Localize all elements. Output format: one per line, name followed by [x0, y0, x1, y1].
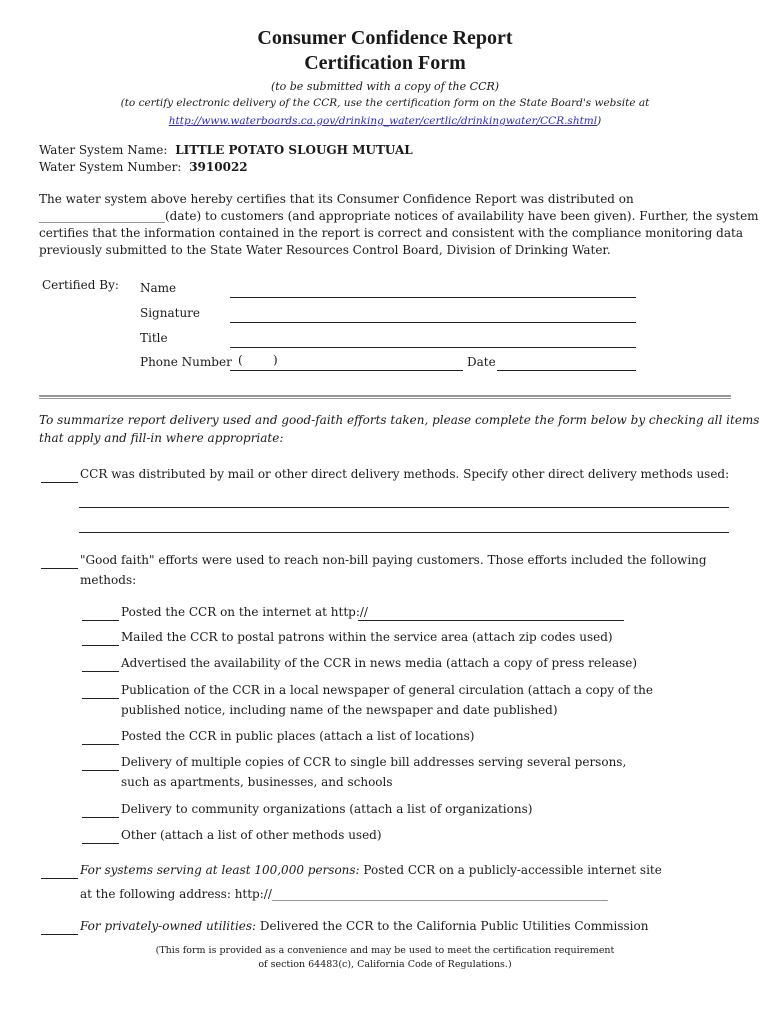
date-label: Date [467, 355, 496, 369]
publication-check-blank[interactable] [82, 698, 119, 699]
instructions-line2: that apply and fill-in where appropriate: [39, 431, 284, 445]
other-methods-line1[interactable] [79, 507, 729, 508]
large-systems-check-blank[interactable] [41, 878, 78, 879]
other-text: Other (attach a list of other methods used) [121, 828, 382, 842]
large-systems-rest: Posted CCR on a publicly-accessible internet site [359, 863, 662, 877]
advertised-text: Advertised the availability of the CCR in news media (attach a copy of press release) [121, 656, 638, 670]
phone-field[interactable] [230, 370, 463, 371]
good-faith-check-blank[interactable] [41, 568, 78, 569]
water-system-number-row [39, 160, 248, 174]
name-label: Name [140, 281, 177, 295]
publication-text-line1: Publication of the CCR in a local newspaper of general circulation (attach a copy of the [121, 683, 654, 697]
good-faith-text-line1: "Good faith" efforts were used to reach non-bill paying customers. Those efforts included the following [80, 553, 707, 567]
cert-paragraph-line4: previously submitted to the State Water Resources Control Board, Division of Drinking Water. [39, 243, 611, 257]
community-text: Delivery to community organizations (attach a list of organizations) [121, 802, 533, 816]
footer-line1: (This form is provided as a convenience and may be used to meet the certification requirement [155, 945, 615, 956]
water-system-name-label: Water System Name: [39, 143, 168, 157]
phone-paren-close: ) [273, 353, 278, 367]
footer-line2: of section 64483(c), California Code of Regulations.) [258, 959, 512, 970]
publication-text-line2: published notice, including name of the newspaper and date published) [121, 703, 558, 717]
certified-by-label: Certified By: [42, 278, 119, 292]
electronic-link-row [0, 113, 770, 127]
title-label: Title [140, 331, 168, 345]
other-check-blank[interactable] [82, 843, 119, 844]
internet-url-field[interactable] [358, 620, 624, 621]
signature-label: Signature [140, 306, 201, 320]
water-system-number-value: 3910022 [189, 160, 248, 174]
private-utilities-check-blank[interactable] [41, 934, 78, 935]
water-system-number-label: Water System Number: [39, 160, 182, 174]
electronic-note-close: ) [597, 115, 602, 127]
signature-field[interactable] [230, 322, 636, 323]
community-check-blank[interactable] [82, 817, 119, 818]
advertised-check-blank[interactable] [82, 671, 119, 672]
public-places-text: Posted the CCR in public places (attach a list of locations) [121, 729, 475, 743]
instructions-line1: To summarize report delivery used and good-faith efforts taken, please complete the form below by checking all items [39, 413, 760, 427]
section-divider-bottom [39, 398, 731, 399]
phone-paren-open: ( [238, 353, 243, 367]
multiple-copies-text-line2: such as apartments, businesses, and schools [121, 775, 393, 789]
multiple-copies-text-line1: Delivery of multiple copies of CCR to single bill addresses serving several persons, [121, 755, 627, 769]
private-utilities-rest: Delivered the CCR to the California Public Utilities Commission [256, 919, 649, 933]
date-field[interactable] [497, 370, 636, 371]
cert-paragraph-line1: The water system above hereby certifies that its Consumer Confidence Report was distributed on [39, 192, 634, 206]
electronic-note: (to certify electronic delivery of the CCR, use the certification form on the State Board's website at [120, 97, 650, 109]
good-faith-text-line2: methods: [80, 573, 137, 587]
large-systems-emphasis: For systems serving at least 100,000 persons: [80, 863, 360, 877]
other-methods-line2[interactable] [79, 532, 729, 533]
large-systems-text [80, 863, 662, 877]
mail-delivery-text: CCR was distributed by mail or other direct delivery methods. Specify other direct delivery methods used: [80, 467, 730, 481]
water-system-name-value: LITTLE POTATO SLOUGH MUTUAL [175, 143, 413, 157]
certification-form-link[interactable]: http://www.waterboards.ca.gov/drinking_water/certlic/drinkingwater/CCR.shtml [168, 115, 598, 127]
name-field[interactable] [230, 297, 636, 298]
form-title-line1: Consumer Confidence Report [257, 27, 513, 49]
mailed-check-blank[interactable] [82, 645, 119, 646]
large-systems-address[interactable]: at the following address: http://________________________________________________________ [80, 887, 608, 901]
section-divider-top [39, 395, 731, 397]
private-utilities-emphasis: For privately-owned utilities: [80, 919, 257, 933]
phone-label: Phone Number [140, 355, 232, 369]
private-utilities-text [80, 919, 648, 933]
cert-paragraph-line3: certifies that the information contained in the report is correct and consistent with the compliance monitoring data [39, 226, 743, 240]
internet-check-blank[interactable] [82, 620, 119, 621]
form-title-line2: Certification Form [304, 52, 466, 74]
mailed-text: Mailed the CCR to postal patrons within the service area (attach zip codes used) [121, 630, 613, 644]
water-system-name-row [39, 143, 413, 157]
title-field[interactable] [230, 347, 636, 348]
public-places-check-blank[interactable] [82, 744, 119, 745]
form-subtitle: (to be submitted with a copy of the CCR) [270, 80, 500, 93]
multiple-copies-check-blank[interactable] [82, 770, 119, 771]
cert-paragraph-line2: _____________________(date) to customers (and appropriate notices of availability have been given). Further, the system [39, 209, 759, 223]
mail-check-blank[interactable] [41, 482, 78, 483]
internet-text: Posted the CCR on the internet at http:// [121, 605, 368, 619]
